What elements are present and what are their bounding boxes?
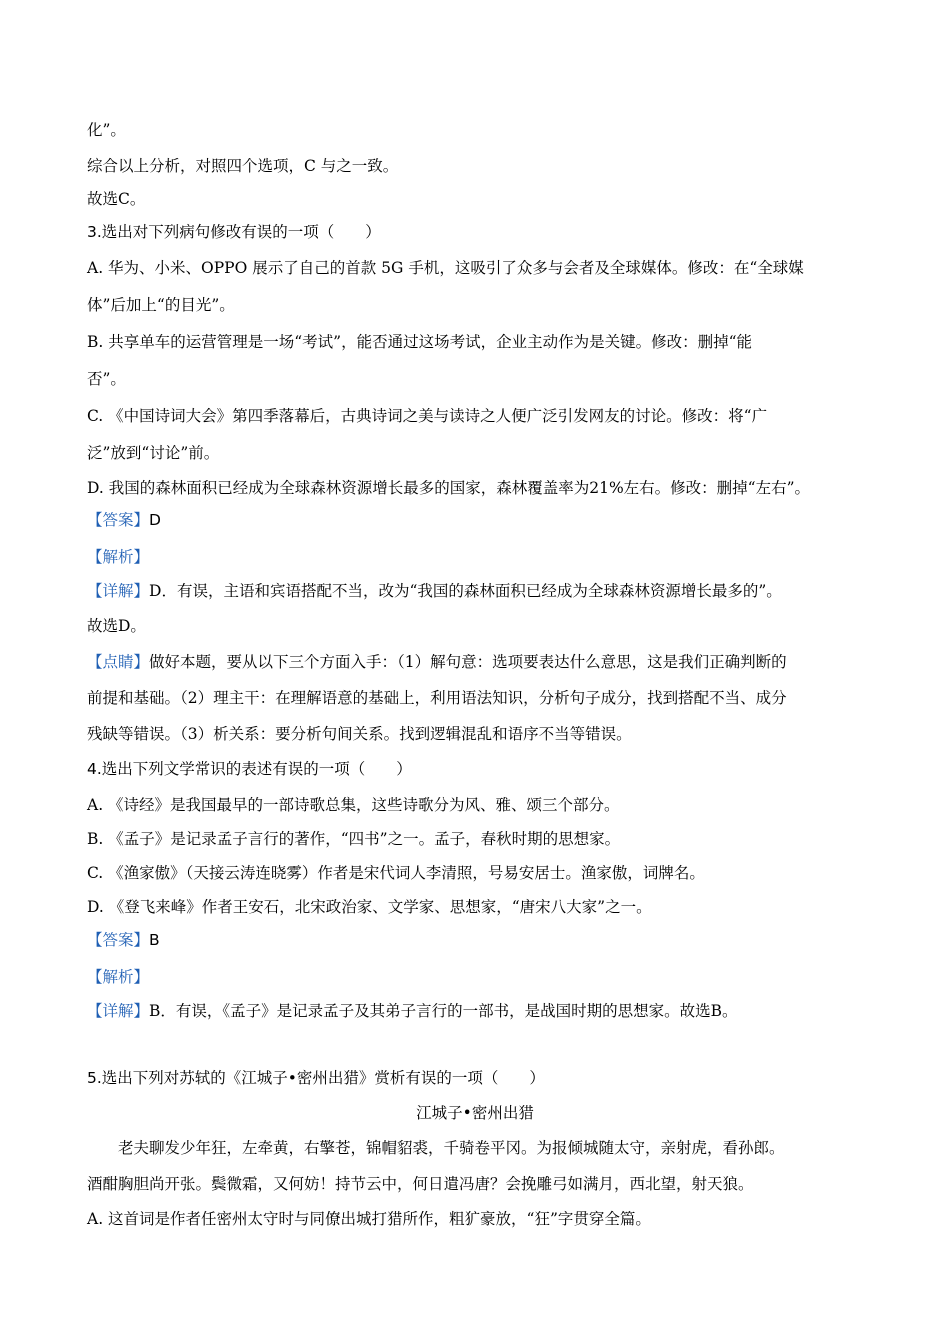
answer-line [87,928,160,950]
analysis-tag: 【解析】 [87,968,150,986]
text-line: 综合以上分析，对照四个选项，C 与之一致。 [87,157,399,175]
option-a-line-2: 体”后加上“的目光”。 [87,296,235,314]
tip-tag: 【点睛】 [87,653,150,671]
option-c-line-2: 泛”放到“讨论”前。 [87,444,220,462]
question-3-title: 3.选出对下列病句修改有误的一项（ ） [87,223,381,241]
option-b-line-1: B. 共享单车的运营管理是一场“考试”，能否通过这场考试，企业主动作为是关键。修改：删掉“能 [87,333,753,351]
explanation-text: B．有误，《孟子》是记录孟子及其弟子言行的一部书，是战国时期的思想家。故选B。 [149,1002,738,1020]
tip-line-1 [87,650,787,672]
tip-line-3: 残缺等错误。（3）析关系：要分析句间关系。找到逻辑混乱和语序不当等错误。 [87,725,632,743]
answer-line [87,508,161,530]
explanation-tag: 【详解】 [87,582,150,600]
option-d-line: D. 我国的森林面积已经成为全球森林资源增长最多的国家，森林覆盖率为21%左右。修改：删掉“左右”。 [87,479,811,497]
answer-tag: 【答案】 [87,931,150,949]
analysis-tag: 【解析】 [87,548,150,566]
explanation-text: D．有误，主语和宾语搭配不当，改为“我国的森林面积已经成为全球森林资源增长最多的”。 [149,582,782,600]
option-a-line: A. 《诗经》是我国最早的一部诗歌总集，这些诗歌分为风、雅、颂三个部分。 [87,796,620,814]
tip-text: 做好本题，要从以下三个方面入手：（1）解句意：选项要表达什么意思，这是我们正确判断的 [149,653,787,671]
answer-tag: 【答案】 [87,511,150,529]
text-line: 故选D。 [87,617,146,635]
option-b-line: B. 《孟子》是记录孟子言行的著作，“四书”之一。孟子，春秋时期的思想家。 [87,830,621,848]
option-b-line-2: 否”。 [87,370,126,388]
answer-value: B [149,931,160,949]
poem-line-1: 老夫聊发少年狂，左牵黄，右擎苍，锦帽貂裘，千骑卷平冈。为报倾城随太守，亲射虎，看孙郎。 [118,1139,785,1157]
explanation-line [87,579,782,601]
tip-line-2: 前提和基础。（2）理主干：在理解语意的基础上，利用语法知识，分析句子成分，找到搭配不当、成分 [87,689,787,707]
text-line: 化”。 [87,121,126,139]
option-c-line-1: C. 《中国诗词大会》第四季落幕后，古典诗词之美与读诗之人便广泛引发网友的讨论。修改：将“广 [87,407,768,425]
question-4-title: 4.选出下列文学常识的表述有误的一项（ ） [87,760,412,778]
option-d-line: D. 《登飞来峰》作者王安石，北宋政治家、文学家、思想家，“唐宋八大家”之一。 [87,898,652,916]
option-a-line-1: A. 华为、小米、OPPO 展示了自己的首款 5G 手机，这吸引了众多与会者及全球媒体。修改：在“全球媒 [87,259,804,277]
text-line: 故选C。 [87,190,146,208]
question-5-title: 5.选出下列对苏轼的《江城子•密州出猎》赏析有误的一项（ ） [87,1069,545,1087]
poem-line-2: 酒酣胸胆尚开张。鬓微霜，又何妨！持节云中，何日遣冯唐？会挽雕弓如满月，西北望，射天狼。 [87,1175,754,1193]
option-a-line: A. 这首词是作者任密州太守时与同僚出城打猎所作，粗犷豪放，“狂”字贯穿全篇。 [87,1210,651,1228]
explanation-line [87,999,738,1021]
explanation-tag: 【详解】 [87,1002,150,1020]
option-c-line: C. 《渔家傲》（天接云涛连晓雾）作者是宋代词人李清照，号易安居士。渔家傲，词牌名。 [87,864,705,882]
poem-title: 江城子•密州出猎 [416,1104,534,1122]
answer-value: D [149,511,161,529]
